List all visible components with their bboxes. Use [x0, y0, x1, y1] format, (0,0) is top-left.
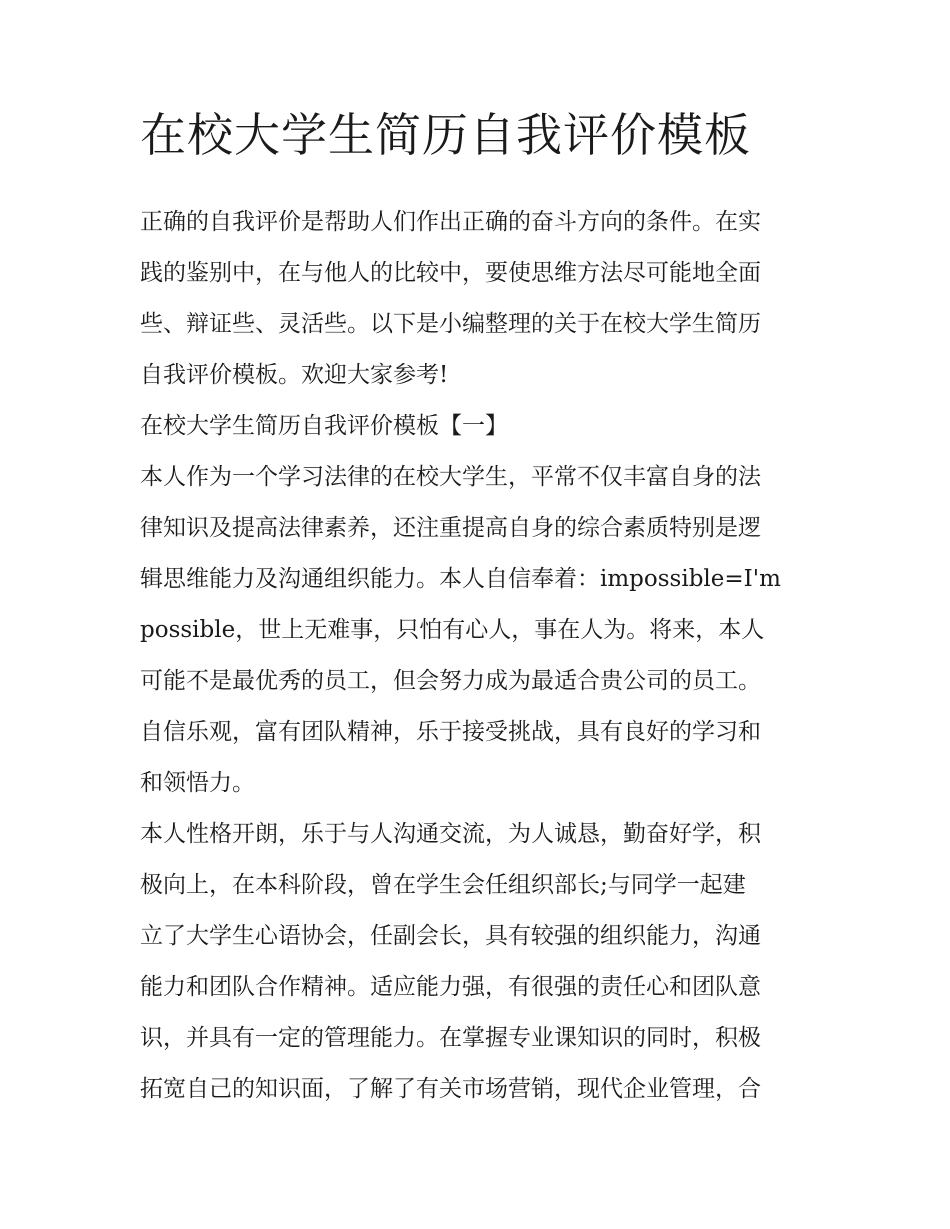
text-line: 极向上，在本科阶段，曾在学生会任组织部长;与同学一起建 — [140, 872, 746, 898]
text-line: 辑思维能力及沟通组织能力。本人自信奉着：impossible=I'm — [140, 566, 781, 592]
text-line: possible，世上无难事，只怕有心人，事在人为。将来，本人 — [140, 617, 765, 643]
text-line: 律知识及提高法律素养，还注重提高自身的综合素质特别是逻 — [140, 515, 761, 541]
text-line: 自我评价模板。欢迎大家参考! — [140, 362, 449, 388]
text-line: 识，并具有一定的管理能力。在掌握专业课知识的同时，积极 — [140, 1025, 761, 1051]
text-line: 践的鉴别中，在与他人的比较中，要使思维方法尽可能地全面 — [140, 260, 761, 286]
section-heading: 在校大学生简历自我评价模板【一】 — [140, 413, 508, 439]
text-line: 和领悟力。 — [140, 770, 255, 796]
document-title: 在校大学生简历自我评价模板 — [140, 108, 751, 162]
text-line: 些、辩证些、灵活些。以下是小编整理的关于在校大学生简历 — [140, 311, 761, 337]
text-line: 本人作为一个学习法律的在校大学生，平常不仅丰富自身的法 — [140, 464, 761, 490]
text-line: 本人性格开朗，乐于与人沟通交流，为人诚恳，勤奋好学，积 — [140, 821, 761, 847]
text-line: 正确的自我评价是帮助人们作出正确的奋斗方向的条件。在实 — [140, 209, 761, 235]
text-line: 可能不是最优秀的员工，但会努力成为最适合贵公司的员工。 — [140, 668, 761, 694]
text-line: 自信乐观，富有团队精神，乐于接受挑战，具有良好的学习和 — [140, 719, 761, 745]
text-line: 能力和团队合作精神。适应能力强，有很强的责任心和团队意 — [140, 974, 761, 1000]
document-body — [140, 203, 820, 1121]
text-line: 立了大学生心语协会，任副会长，具有较强的组织能力，沟通 — [140, 923, 761, 949]
text-line: 拓宽自己的知识面，了解了有关市场营销，现代企业管理，合 — [140, 1076, 761, 1102]
